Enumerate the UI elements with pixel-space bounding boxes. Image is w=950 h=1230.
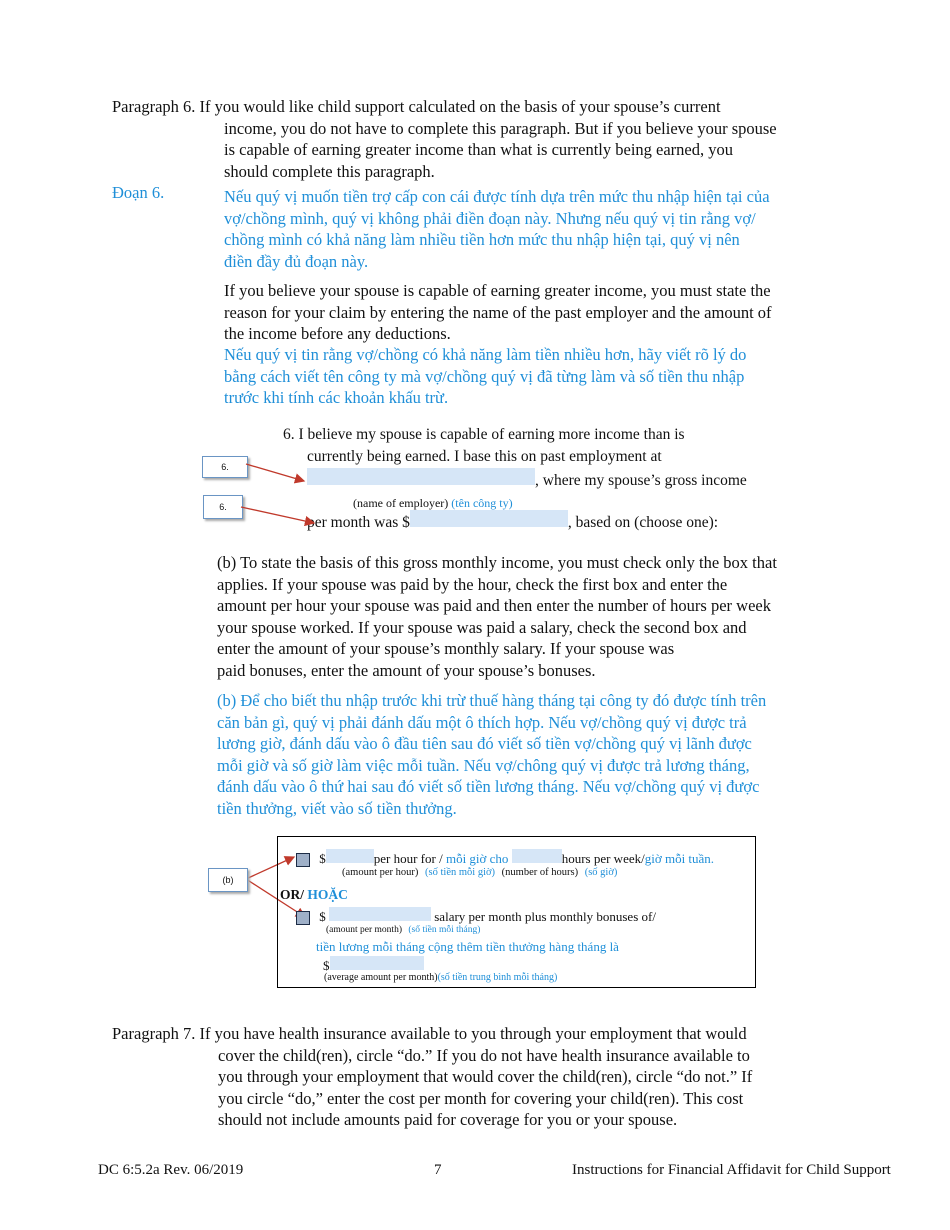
- arrow-6a: [246, 464, 304, 481]
- para6-first-text: If you would like child support calculated on the basis of your spouse’s current: [199, 97, 721, 116]
- employer-label-vi: (tên công ty): [451, 496, 513, 510]
- figure6-line1: 6. I believe my spouse is capable of earning more income than is: [283, 426, 685, 443]
- dollar-sign: $: [319, 851, 326, 866]
- hours-per-week-field[interactable]: [512, 849, 562, 863]
- amount-per-month-vi-label: (số tiền mỗi tháng): [408, 925, 481, 935]
- salary-labels: [326, 925, 480, 935]
- average-amount-label: (average amount per month): [324, 972, 438, 983]
- figure6-line4-suffix: , based on (choose one):: [567, 514, 719, 531]
- or-en: OR/: [280, 887, 305, 902]
- section-b-vi-line: (b) Để cho biết thu nhập trước khi trừ thuế hàng tháng tại công ty đó được tính trên: [217, 691, 767, 710]
- hourly-labels: [342, 867, 617, 878]
- para6-vi-line: chồng mình có khả năng làm nhiều tiền hơn mức thu nhập hiện tại, quý vị nên: [224, 230, 740, 249]
- para6-line: should complete this paragraph.: [224, 161, 435, 181]
- dollar-sign: $: [319, 909, 326, 924]
- section-b-en-line: (b) To state the basis of this gross monthly income, you must check only the box that: [217, 553, 777, 572]
- figure6-line3-suffix: , where my spouse’s gross income: [535, 472, 747, 489]
- section-b-en-line: paid bonuses, enter the amount of your spouse’s bonuses.: [217, 660, 596, 680]
- para6-en2-line: If you believe your spouse is capable of earning greater income, you must state the: [224, 281, 771, 300]
- or-vi: HOẶC: [307, 887, 348, 902]
- para7-line: cover the child(ren), circle “do.” If you do not have health insurance available to: [218, 1045, 750, 1065]
- hours-per-week-vi: giờ mỗi tuần.: [644, 851, 715, 866]
- callout-b: (b): [208, 868, 248, 892]
- number-hours-label: (number of hours): [501, 867, 579, 878]
- salary-checkbox[interactable]: [296, 911, 310, 925]
- para6-en2-line: reason for your claim by entering the name of the past employer and the amount of: [224, 302, 772, 322]
- number-hours-vi-label: (số giờ): [584, 867, 618, 878]
- para7-body: [218, 1045, 752, 1131]
- footer-page-number: 7: [434, 1162, 442, 1178]
- footer-form-id: DC 6:5.2a Rev. 06/2019: [98, 1162, 244, 1178]
- section-b-vi-line: tiền thưởng, viết vào số tiền thưởng.: [217, 798, 457, 818]
- para7-line: you circle “do,” enter the cost per month for covering your child(ren). This cost: [218, 1088, 744, 1108]
- section-b-en-line: your spouse worked. If your spouse was paid a salary, check the second box and: [217, 617, 747, 637]
- arrow-6b: [241, 507, 314, 523]
- per-hour-vi: mỗi giờ cho: [445, 851, 509, 866]
- salary-text: salary per month plus monthly bonuses of/: [434, 909, 656, 924]
- hourly-checkbox[interactable]: [296, 853, 310, 867]
- para6-vi2-line: bằng cách viết tên công ty mà vợ/chồng quý vị đã từng làm và số tiền thu nhập: [224, 366, 745, 386]
- para7-line: you through your employment that would cover the child(ren), circle “do not.” If: [218, 1067, 753, 1086]
- section-b-en-line: applies. If your spouse was paid by the hour, check the first box and enter the: [217, 574, 728, 594]
- per-hour-text: per hour for /: [373, 851, 443, 866]
- para6-label: Paragraph 6.: [112, 97, 196, 116]
- hourly-row: [296, 849, 714, 867]
- amount-per-hour-vi-label: (số tiền mỗi giờ): [425, 867, 496, 878]
- salary-row: [296, 907, 656, 925]
- para6-line: is capable of earning greater income than what is currently being earned, you: [224, 140, 734, 159]
- para6-vi-label: Đoạn 6.: [112, 183, 165, 202]
- para6-vi2-line: Nếu quý vị tin rằng vợ/chồng có khả năng làm tiền nhiều hơn, hãy viết rõ lý do: [224, 345, 747, 364]
- callout-6a: 6.: [202, 456, 248, 478]
- para7-first-text: If you have health insurance available to you through your employment that would: [199, 1024, 747, 1043]
- amount-per-month-field[interactable]: [329, 907, 431, 921]
- section-b-vi-line: lương giờ, đánh dấu vào ô đầu tiên sau đó viết số tiền vợ/chồng quý vị lãnh được: [217, 734, 752, 753]
- para6-en2-line: the income before any deductions.: [224, 324, 451, 343]
- average-amount-vi-label: (số tiền trung bình mỗi tháng): [437, 972, 558, 983]
- dollar-sign: $: [323, 958, 330, 973]
- hours-per-week-text: hours per week/: [561, 851, 645, 866]
- figure-b-form-excerpt: [277, 836, 756, 988]
- section-b-en: [217, 552, 777, 681]
- amount-per-hour-field[interactable]: [326, 849, 374, 863]
- footer-title: Instructions for Financial Affidavit for Child Support: [572, 1162, 891, 1178]
- or-label: [280, 887, 348, 903]
- para7-label: Paragraph 7.: [112, 1024, 196, 1043]
- section-b-vi-line: đánh dấu vào ô thứ hai sau đó viết số tiền lương tháng. Nếu vợ/chồng quý vị được: [217, 777, 760, 796]
- para6-vi-line: điền đầy đủ đoạn này.: [224, 251, 369, 271]
- section-b-en-line: amount per hour your spouse was paid and then enter the number of hours per week: [217, 596, 771, 615]
- section-b-vi-line: mỗi giờ và số giờ làm việc mỗi tuần. Nếu vợ/chông quý vị được trả lương tháng,: [217, 755, 750, 775]
- section-b-vi: [217, 690, 766, 819]
- section-b-vi-line: căn bản gì, quý vị phải đánh dấu một ô thích hợp. Nếu vợ/chồng quý vị được trả: [217, 712, 747, 732]
- para6-line: income, you do not have to complete this paragraph. But if you believe your spouse: [224, 118, 777, 138]
- figure6-line2: currently being earned. I base this on past employment at: [307, 448, 662, 465]
- para6-vi-line: Nếu quý vị muốn tiền trợ cấp con cái được tính dựa trên mức thu nhập hiện tại của: [224, 187, 770, 206]
- callout-6b: 6.: [203, 495, 243, 519]
- average-amount-field[interactable]: [330, 956, 424, 970]
- amount-per-hour-label: (amount per hour): [342, 867, 419, 878]
- salary-vi: tiền lương mỗi tháng cộng thêm tiền thưởng hàng tháng là: [316, 939, 619, 954]
- para6-vi-line: vợ/chồng mình, quý vị không phải điền đoạn này. Nhưng nếu quý vị tin rằng vợ/: [224, 208, 756, 228]
- para6-vi2-line: trước khi tính các khoản khấu trừ.: [224, 388, 449, 407]
- amount-per-month-label: (amount per month): [326, 925, 402, 935]
- section-b-en-line: enter the amount of your spouse’s monthly salary. If your spouse was: [217, 639, 675, 658]
- para7-first-line: [112, 1023, 747, 1045]
- para7-line: should not include amounts paid for coverage for you or your spouse.: [218, 1110, 678, 1129]
- employer-label: (name of employer): [353, 496, 449, 510]
- figure6-line4-prefix: per month was $: [307, 514, 410, 531]
- average-labels: [324, 972, 557, 983]
